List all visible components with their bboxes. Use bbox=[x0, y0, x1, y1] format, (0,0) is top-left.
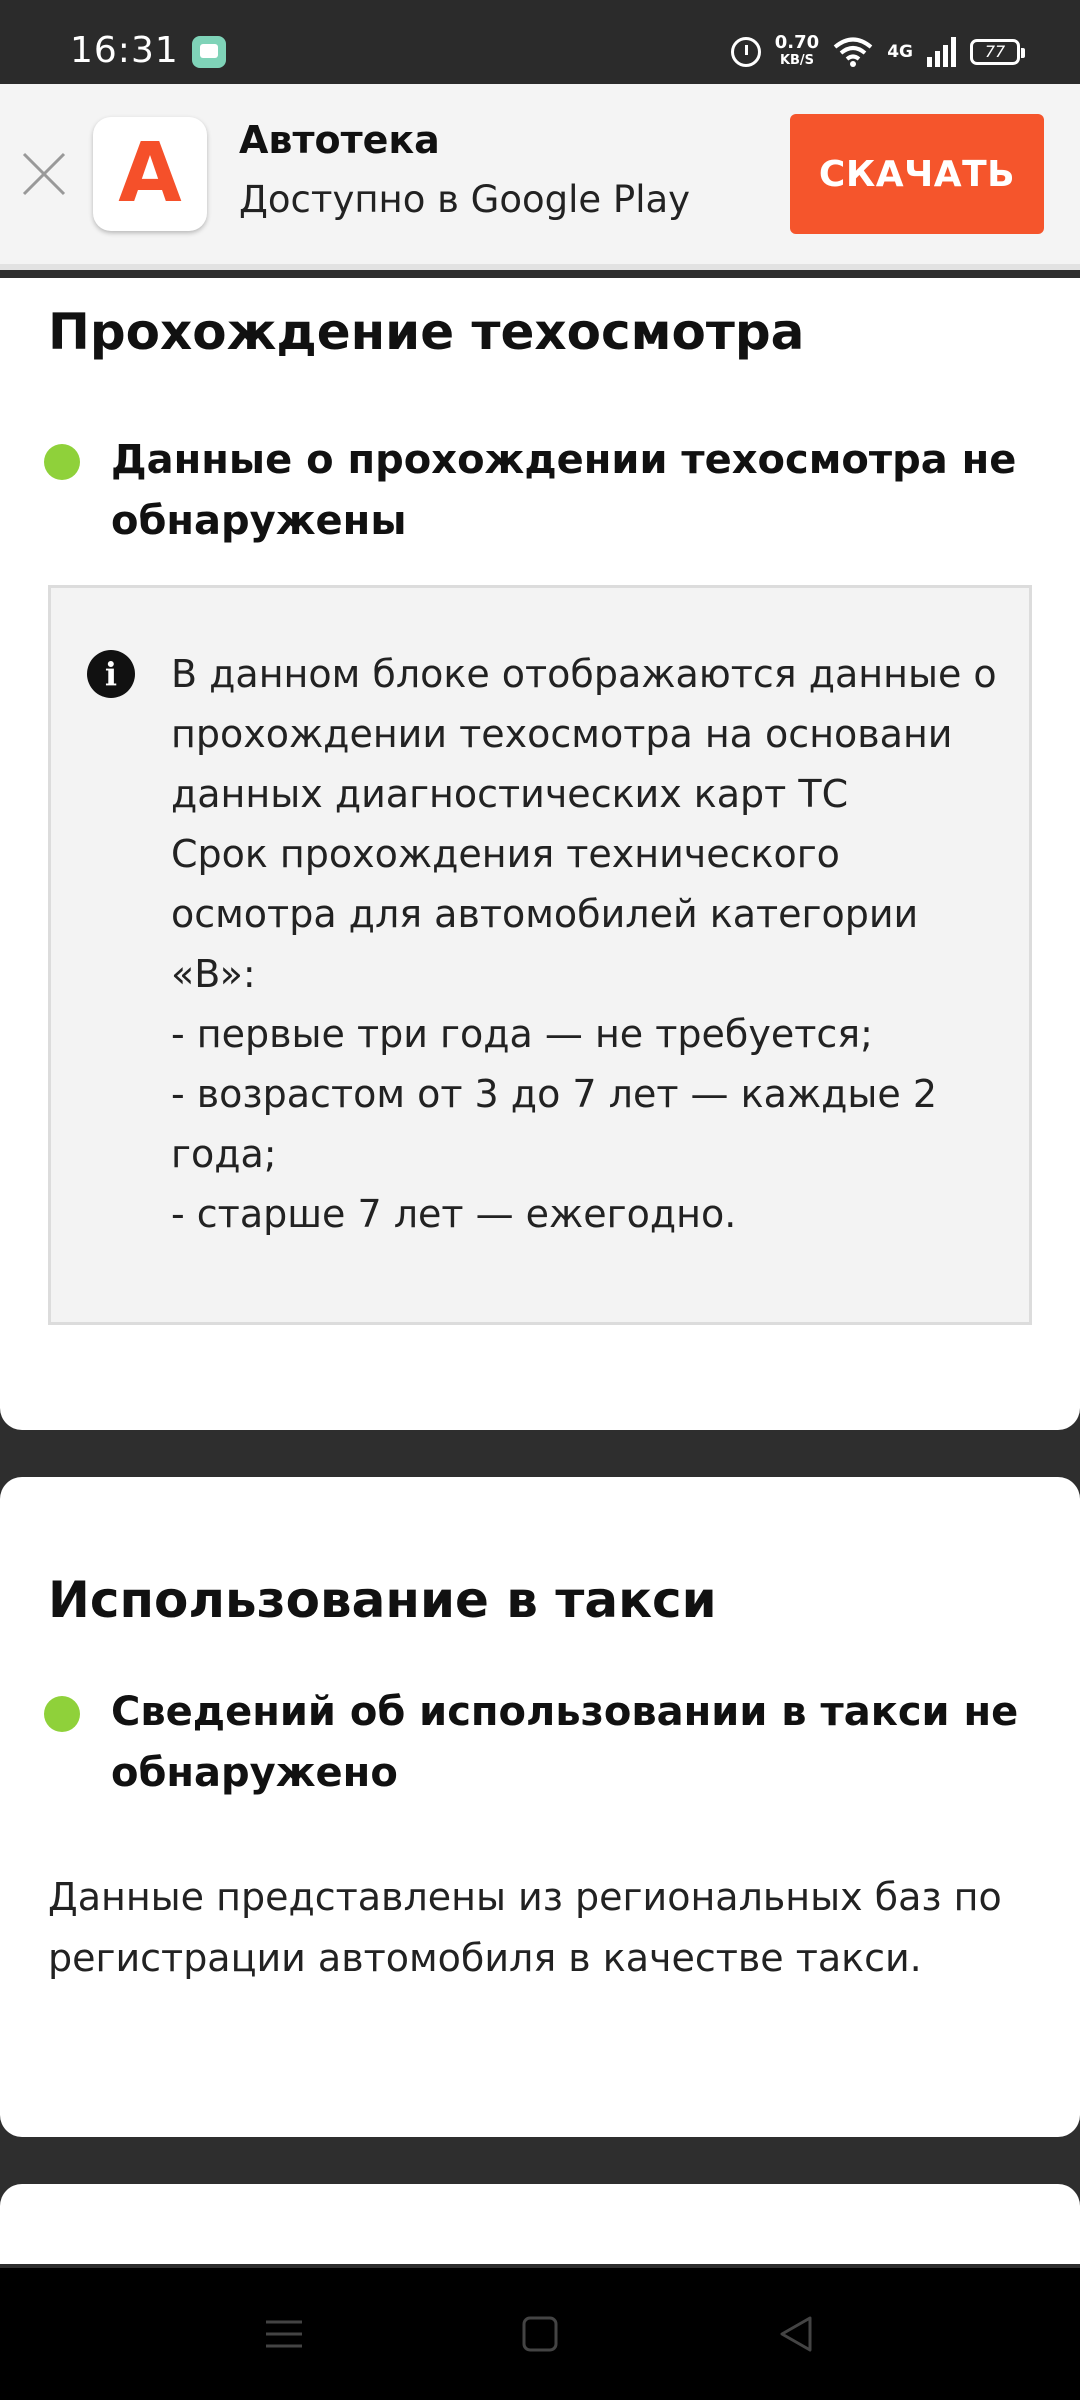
next-card bbox=[0, 2184, 1080, 2264]
battery-icon bbox=[970, 39, 1020, 65]
inspection-status-text: Данные о прохождении техосмотра не обнаружены bbox=[111, 437, 1017, 544]
taxi-status-text: Сведений об использовании в такси не обнаружено bbox=[111, 1689, 1019, 1796]
status-ok-icon bbox=[44, 444, 80, 480]
status-time: 16:31 bbox=[70, 30, 179, 71]
download-button[interactable]: СКАЧАТЬ bbox=[790, 114, 1044, 234]
wifi-icon bbox=[833, 36, 873, 68]
status-bar bbox=[0, 0, 1080, 84]
taxi-card bbox=[0, 1477, 1080, 2137]
close-icon[interactable] bbox=[20, 150, 68, 198]
app-logo-letter: A bbox=[118, 126, 182, 221]
app-title: Автотека bbox=[239, 118, 440, 162]
app-install-banner bbox=[0, 84, 1080, 270]
info-text: В данном блоке отображаются данные о прохождении техосмотра на основани данных диагностических карт ТС Срок прохождения технического осмотра для автомобилей категории «B»: - первые три года — не требуется; - возрастом от 3 до 7 лет — каждые 2 года; - старше 7 лет — ежегодно. bbox=[171, 652, 997, 1236]
back-icon[interactable] bbox=[774, 2312, 818, 2356]
system-nav-bar bbox=[0, 2268, 1080, 2400]
status-icons bbox=[731, 32, 1020, 72]
info-icon: i bbox=[87, 650, 135, 698]
app-logo[interactable] bbox=[93, 117, 207, 231]
info-box bbox=[48, 585, 1032, 1325]
message-app-icon bbox=[192, 36, 226, 68]
taxi-description: Данные представлены из региональных баз по регистрации автомобиля в качестве такси. bbox=[48, 1875, 1002, 1980]
network-speed-value: 0.70 bbox=[774, 32, 820, 53]
network-type: 4G bbox=[887, 42, 913, 62]
inspection-title: Прохождение техосмотра bbox=[48, 303, 805, 361]
inspection-card bbox=[0, 278, 1080, 1430]
home-icon[interactable] bbox=[518, 2312, 562, 2356]
signal-icon bbox=[927, 37, 956, 67]
alarm-icon bbox=[731, 37, 761, 67]
battery-level: 77 bbox=[984, 42, 1006, 61]
network-speed-unit: KB/S bbox=[779, 53, 815, 68]
status-ok-icon bbox=[44, 1696, 80, 1732]
menu-icon[interactable] bbox=[262, 2312, 306, 2356]
taxi-title: Использование в такси bbox=[48, 1571, 717, 1629]
network-speed bbox=[775, 34, 819, 70]
app-subtitle: Доступно в Google Play bbox=[239, 178, 691, 221]
